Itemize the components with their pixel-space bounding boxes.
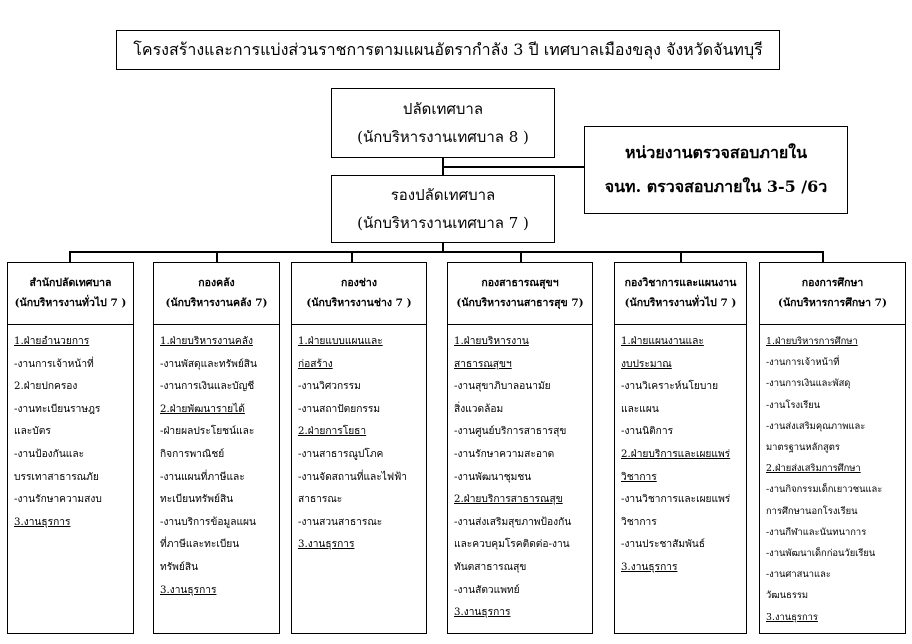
duty-item: -งานส่งเสริมคุณภาพและ [766,420,866,432]
duty-item: -งานวิศวกรรม [298,381,361,393]
department-column [291,262,427,634]
duty-item: -งานศาสนาและ [766,569,831,581]
duty-item: -งานป้องกันและ [14,448,85,460]
duty-item: วิชาการ [621,516,657,528]
department-name: กองคลัง [198,276,235,289]
department-header [8,263,133,325]
duty-item: -งานพัฒนาเด็กก่อนวัยเรียน [766,548,876,560]
connector-drop-1 [69,251,71,262]
duty-item: -งานโรงเรียน [766,399,821,411]
internal-audit-box [584,126,848,214]
department-duties [760,325,905,628]
duty-item: และควบคุมโรคติดต่อ-งาน [454,539,570,551]
duty-item: -งานสาธารณูปโภค [298,448,384,460]
duty-item: -งานกิจกรรมเด็กเยาวชนและ [766,484,883,496]
duty-item: และแผน [621,403,659,415]
section-heading: 1.ฝ่ายบริหารการศึกษา [766,336,858,347]
section-heading: 3.งานธุรการ [621,561,678,573]
duty-item: -งานการเจ้าหน้าที่ [14,358,94,370]
duty-item: วัฒนธรรม [766,590,809,602]
duty-item: ทันตสาธารณสุข [454,561,527,573]
duty-item: 2.ฝ่ายปกครอง [14,381,78,393]
internal-audit-title: หน่วยงานตรวจสอบภายใน [624,143,808,163]
internal-audit-position: จนท. ตรวจสอบภายใน 3-5 /6ว [604,177,828,196]
connector-drop-3 [351,251,353,262]
chart-title [116,30,780,70]
duty-item: -งานการเงินและบัญชี [160,381,255,393]
section-heading: สาธารณสุขฯ [454,358,512,370]
chart-title-text: โครงสร้างและการแบ่งส่วนราชการตามแผนอัตรากำลัง 3 ปี เทศบาลเมืองขลุง จังหวัดจันทบุรี [133,39,763,59]
section-heading: 3.งานธุรการ [454,607,511,619]
duty-item: ทะเบียนทรัพย์สิน [160,494,234,506]
department-column [447,262,593,634]
department-duties [8,325,133,534]
section-heading: 1.ฝ่ายบริหารงาน [454,336,529,347]
duty-item: -งานบริการข้อมูลแผน [160,516,256,528]
municipal-clerk-title: ปลัดเทศบาล [402,99,484,118]
duty-item: -งานวิเคราะห์นโยบาย [621,381,719,393]
duty-item: การศึกษานอกโรงเรียน [766,505,858,517]
section-heading: 3.งานธุรการ [298,539,355,551]
department-duties [615,325,746,580]
section-heading: วิชาการ [621,471,657,483]
deputy-clerk-title: รองปลัดเทศบาล [390,185,496,204]
duty-item: มาตรฐานหลักสูตร [766,442,840,454]
connector-deputy-bus [442,243,444,251]
connector-horizontal-bus [69,251,822,253]
department-position: (นักบริหารงานทั่วไป 7 ) [14,296,127,309]
duty-item: ที่ภาษีและทะเบียน [160,539,240,551]
duty-item: -ฝ่ายผลประโยชน์และ [160,426,255,438]
section-heading: 3.งานธุรการ [766,611,818,623]
municipal-clerk-box [331,88,555,158]
department-duties [154,325,279,602]
duty-item: -งานแผนที่ภาษีและ [160,471,245,483]
section-heading: 1.ฝ่ายบริหารงานคลัง [160,336,253,347]
department-header [154,263,279,325]
department-duties [292,325,426,557]
section-heading: 2.ฝ่ายพัฒนารายได้ [160,403,245,415]
department-name: กองสาธารณสุขฯ [481,276,559,289]
section-heading: งบประมาณ [621,358,672,370]
department-position: (นักบริหารงานคลัง 7) [165,296,268,309]
deputy-clerk-position: (นักบริหารงานเทศบาล 7 ) [357,214,529,232]
municipal-clerk-position: (นักบริหารงานเทศบาล 8 ) [357,128,529,146]
department-name: กองการศึกษา [801,276,864,289]
section-heading: 2.ฝ่ายบริการสาธารณสุข [454,494,563,506]
deputy-clerk-box [331,175,555,243]
department-header [448,263,592,325]
department-position: (นักบริหารงานสาธารสุข 7) [456,296,584,309]
duty-item: -งานศูนย์บริการสาธารสุข [454,426,567,438]
duty-item: -งานกีฬาและนันทนาการ [766,526,867,538]
section-heading: 2.ฝ่ายการโยธา [298,426,367,438]
duty-item: กิจการพาณิชย์ [160,448,225,460]
duty-item: -งานการเงินและพัสดุ [766,378,851,390]
department-column [7,262,134,634]
department-name: กองวิชาการและแผนงาน [624,276,737,289]
duty-item: -งานทะเบียนราษฎร [14,403,101,415]
duty-item: -งานนิติการ [621,426,674,438]
department-position: (นักบริหารงานทั่วไป 7 ) [624,296,737,309]
connector-drop-5 [680,251,682,262]
duty-item: -งานสัตวแพทย์ [454,584,520,596]
connector-drop-2 [216,251,218,262]
duty-item: -งานการเจ้าหน้าที่ [766,357,840,369]
department-position: (นักบริหารการศึกษา 7) [778,296,887,309]
section-heading: 1.ฝ่ายแผนงานและ [621,336,704,347]
duty-item: สิ่งแวดล้อม [454,403,504,415]
department-duties [448,325,592,625]
duty-item: สาธารณะ [298,494,343,506]
department-header [760,263,905,325]
department-name: สำนักปลัดเทศบาล [29,276,112,289]
duty-item: -งานวิชาการและเผยแพร่ [621,494,731,506]
department-column [153,262,280,634]
department-header [615,263,746,325]
duty-item: บรรเทาสาธารณภัย [14,471,99,483]
duty-item: -งานพัสดุและทรัพย์สิน [160,358,257,370]
department-name: กองช่าง [341,276,377,289]
duty-item: -งานส่งเสริมสุขภาพป้องกัน [454,516,572,528]
duty-item: -งานสวนสาธารณะ [298,516,383,528]
department-column [759,262,906,634]
duty-item: และบัตร [14,426,51,438]
section-heading: 2.ฝ่ายส่งเสริมการศึกษา [766,463,861,475]
duty-item: -งานพัฒนาชุมชน [454,471,532,483]
section-heading: 2.ฝ่ายบริการและเผยแพร่ [621,448,731,460]
section-heading: 1.ฝ่ายแบบแผนและ [298,336,383,347]
duty-item: -งานสุขาภิบาลอนามัย [454,381,551,393]
duty-item: -งานสถาปัตยกรรม [298,403,381,415]
duty-item: -งานรักษาความสงบ [14,494,102,506]
department-position: (นักบริหารงานช่าง 7 ) [306,296,412,309]
duty-item: -งานประชาสัมพันธ์ [621,539,705,551]
connector-drop-6 [822,251,824,262]
duty-item: -งานจัดสถานที่และไฟฟ้า [298,471,408,483]
connector-drop-4 [520,251,522,262]
department-column [614,262,747,634]
section-heading: 3.งานธุรการ [160,584,217,596]
section-heading: 1.ฝ่ายอำนวยการ [14,336,90,347]
department-header [292,263,426,325]
section-heading: 3.งานธุรการ [14,516,71,528]
duty-item: ทรัพย์สิน [160,561,199,573]
duty-item: -งานรักษาความสะอาด [454,448,555,460]
section-heading: ก่อสร้าง [298,358,333,370]
connector-audit [442,166,584,168]
